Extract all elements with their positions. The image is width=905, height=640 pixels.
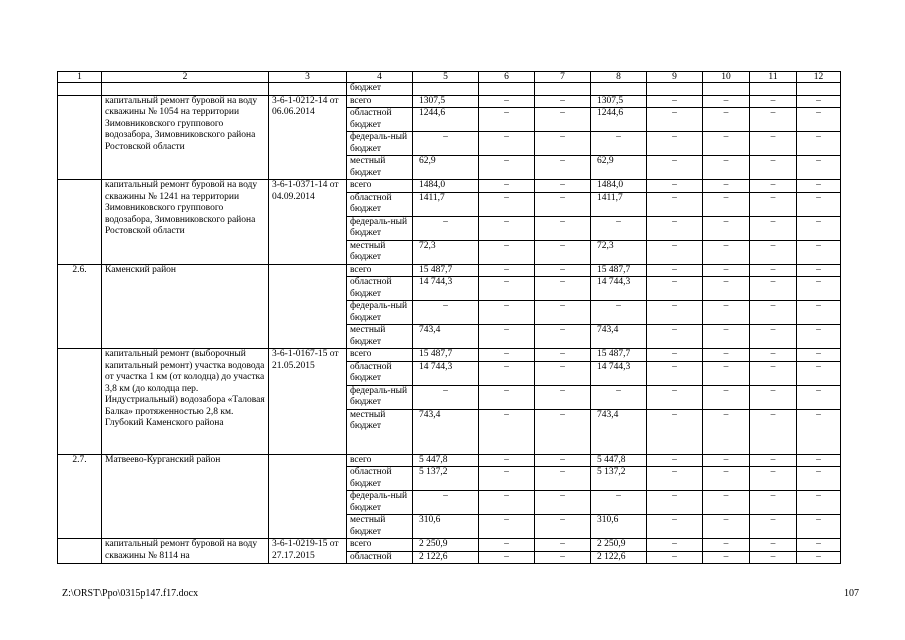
column-number: 1: [58, 72, 102, 83]
table-row: областной 2 122,6 – – 2 122,6 – – – –: [58, 551, 841, 564]
section-number: 2.6.: [58, 264, 102, 349]
budget-label: местный бюджет: [347, 156, 413, 180]
table-row: областной бюджет 5 137,2 – – 5 137,2 – – – –: [58, 467, 841, 491]
value-cell: 743,4: [591, 325, 647, 349]
budget-label: федераль-ный бюджет: [347, 216, 413, 240]
column-number: 11: [750, 72, 797, 83]
budget-label: областной бюджет: [347, 361, 413, 385]
budget-label: областной бюджет: [347, 192, 413, 216]
budget-label: всего: [347, 454, 413, 467]
budget-label: областной бюджет: [347, 108, 413, 132]
table-row: 2.7. Матвеево-Курганский район всего 5 447,8 – – 5 447,8 – – – –: [58, 454, 841, 467]
value-cell: 15 487,7: [591, 264, 647, 277]
budget-table: [57, 71, 841, 564]
value-cell: 1411,7: [591, 192, 647, 216]
budget-label: всего: [347, 95, 413, 108]
project-code: 3-6-1-0167-15 от 21.05.2015: [269, 349, 347, 455]
project-code: 3-6-1-0219-15 от 27.17.2015: [269, 539, 347, 564]
budget-label: федераль-ный бюджет: [347, 491, 413, 515]
value-cell: 310,6: [591, 515, 647, 539]
table-row: [58, 83, 841, 96]
budget-label: областной: [347, 551, 413, 564]
project-name: капитальный ремонт буровой на воду скважины № 8114 на: [102, 539, 269, 564]
project-name: капитальный ремонт (выборочный капитальный ремонт) участка водовода от участка 1 км (от колодца) до участка 3,8 км (до колодца пер. Индустриальный) водозабора «Таловая Балка» протяженностью 2,8 км. Глубокий Каменского района: [102, 349, 269, 455]
value-cell: 2 122,6: [413, 551, 479, 564]
table-row: местный бюджет 310,6 – – 310,6 – – – –: [58, 515, 841, 539]
budget-label: местный бюджет: [347, 240, 413, 264]
value-cell: 310,6: [413, 515, 479, 539]
value-cell: 1307,5: [591, 95, 647, 108]
budget-label: федераль-ный бюджет: [347, 385, 413, 409]
project-name: капитальный ремонт буровой на воду скважины № 1241 на территории Зимовниковского группового водозабора, Зимовниковского района Ростовской области: [102, 180, 269, 265]
table-row: капитальный ремонт буровой на воду скважины № 1054 на территории Зимовниковского группового водозабора, Зимовниковского района Ростовской области 3-6-1-0212-14 от 06.06.2014 всего 1307,5 – – 1307,5 – – – –: [58, 95, 841, 108]
value-cell: 2 250,9: [591, 539, 647, 552]
budget-label: всего: [347, 180, 413, 193]
value-cell: 14 744,3: [591, 361, 647, 385]
budget-label: федераль-ный бюджет: [347, 132, 413, 156]
column-number: 6: [479, 72, 535, 83]
value-cell: 2 250,9: [413, 539, 479, 552]
value-cell: 1411,7: [413, 192, 479, 216]
column-number: 3: [269, 72, 347, 83]
table-row: местный бюджет 743,4 – – 743,4 – – – –: [58, 325, 841, 349]
budget-label: федераль-ный бюджет: [347, 301, 413, 325]
header-row: [58, 72, 841, 83]
budget-label: местный бюджет: [347, 325, 413, 349]
value-cell: 15 487,7: [413, 264, 479, 277]
value-cell: 5 447,8: [591, 454, 647, 467]
value-cell: 62,9: [413, 156, 479, 180]
value-cell: 15 487,7: [413, 349, 479, 362]
budget-label: местный бюджет: [347, 409, 413, 454]
column-number: 7: [535, 72, 591, 83]
table-row: капитальный ремонт буровой на воду скважины № 8114 на 3-6-1-0219-15 от 27.17.2015 всего 2 250,9 – – 2 250,9 – – – –: [58, 539, 841, 552]
value-cell: 2 122,6: [591, 551, 647, 564]
value-cell: 743,4: [591, 409, 647, 454]
table-row: федераль-ный бюджет – – – – – – – –: [58, 301, 841, 325]
budget-label: местный бюджет: [347, 515, 413, 539]
column-number: 10: [703, 72, 750, 83]
value-cell: 1244,6: [413, 108, 479, 132]
file-path: Z:\ORST\Ppo\0315p147.f17.docx: [62, 588, 199, 599]
table-row: областной бюджет 1411,7 – – 1411,7 – – – –: [58, 192, 841, 216]
value-cell: 1307,5: [413, 95, 479, 108]
table-row: федераль-ный бюджет – – – – – – – –: [58, 491, 841, 515]
section-title: Матвеево-Курганский район: [102, 454, 269, 539]
column-number: 2: [102, 72, 269, 83]
budget-label: областной бюджет: [347, 467, 413, 491]
value-cell: 743,4: [413, 325, 479, 349]
budget-label: всего: [347, 539, 413, 552]
budget-label: всего: [347, 349, 413, 362]
column-number: 8: [591, 72, 647, 83]
project-code: 3-6-1-0371-14 от 04.09.2014: [269, 180, 347, 265]
value-cell: 72,3: [413, 240, 479, 264]
column-number: 5: [413, 72, 479, 83]
table-row: местный бюджет 62,9 – – 62,9 – – – –: [58, 156, 841, 180]
table-row: федераль-ный бюджет – – – – – – – –: [58, 385, 841, 409]
budget-label: областной бюджет: [347, 277, 413, 301]
table-row: 2.6. Каменский район всего 15 487,7 – – 15 487,7 – – – –: [58, 264, 841, 277]
section-title: Каменский район: [102, 264, 269, 349]
value-cell: 1244,6: [591, 108, 647, 132]
value-cell: 1484,0: [591, 180, 647, 193]
value-cell: 14 744,3: [591, 277, 647, 301]
section-number: 2.7.: [58, 454, 102, 539]
budget-label: всего: [347, 264, 413, 277]
value-cell: 743,4: [413, 409, 479, 454]
value-cell: 5 447,8: [413, 454, 479, 467]
page-number: 107: [844, 588, 859, 599]
table-row: местный бюджет 743,4 – – 743,4 – – – –: [58, 409, 841, 454]
column-number: 4: [347, 72, 413, 83]
table-row: местный бюджет 72,3 – – 72,3 – – – –: [58, 240, 841, 264]
value-cell: 14 744,3: [413, 361, 479, 385]
value-cell: 14 744,3: [413, 277, 479, 301]
column-number: 9: [647, 72, 703, 83]
column-number: 12: [797, 72, 841, 83]
value-cell: 5 137,2: [413, 467, 479, 491]
project-code: 3-6-1-0212-14 от 06.06.2014: [269, 95, 347, 180]
table-row: федераль-ный бюджет – – – – – – – –: [58, 216, 841, 240]
table-row: федераль-ный бюджет – – – – – – – –: [58, 132, 841, 156]
table-row: областной бюджет 14 744,3 – – 14 744,3 – – – –: [58, 277, 841, 301]
value-cell: 72,3: [591, 240, 647, 264]
value-cell: 5 137,2: [591, 467, 647, 491]
budget-label: бюджет: [347, 83, 413, 96]
project-name: капитальный ремонт буровой на воду скважины № 1054 на территории Зимовниковского группового водозабора, Зимовниковского района Ростовской области: [102, 95, 269, 180]
value-cell: 15 487,7: [591, 349, 647, 362]
table-row: капитальный ремонт (выборочный капитальный ремонт) участка водовода от участка 1 км (от колодца) до участка 3,8 км (до колодца пер. Индустриальный) водозабора «Таловая Балка» протяженностью 2,8 км. Глубокий Каменского района 3-6-1-0167-15 от 21.05.2015 всего 15 487,7 – – 15 487,7 – – – –: [58, 349, 841, 362]
value-cell: 62,9: [591, 156, 647, 180]
table-row: областной бюджет 1244,6 – – 1244,6 – – – –: [58, 108, 841, 132]
table-row: областной бюджет 14 744,3 – – 14 744,3 – – – –: [58, 361, 841, 385]
table-row: капитальный ремонт буровой на воду скважины № 1241 на территории Зимовниковского группового водозабора, Зимовниковского района Ростовской области 3-6-1-0371-14 от 04.09.2014 всего 1484,0 – – 1484,0 – – – –: [58, 180, 841, 193]
value-cell: 1484,0: [413, 180, 479, 193]
